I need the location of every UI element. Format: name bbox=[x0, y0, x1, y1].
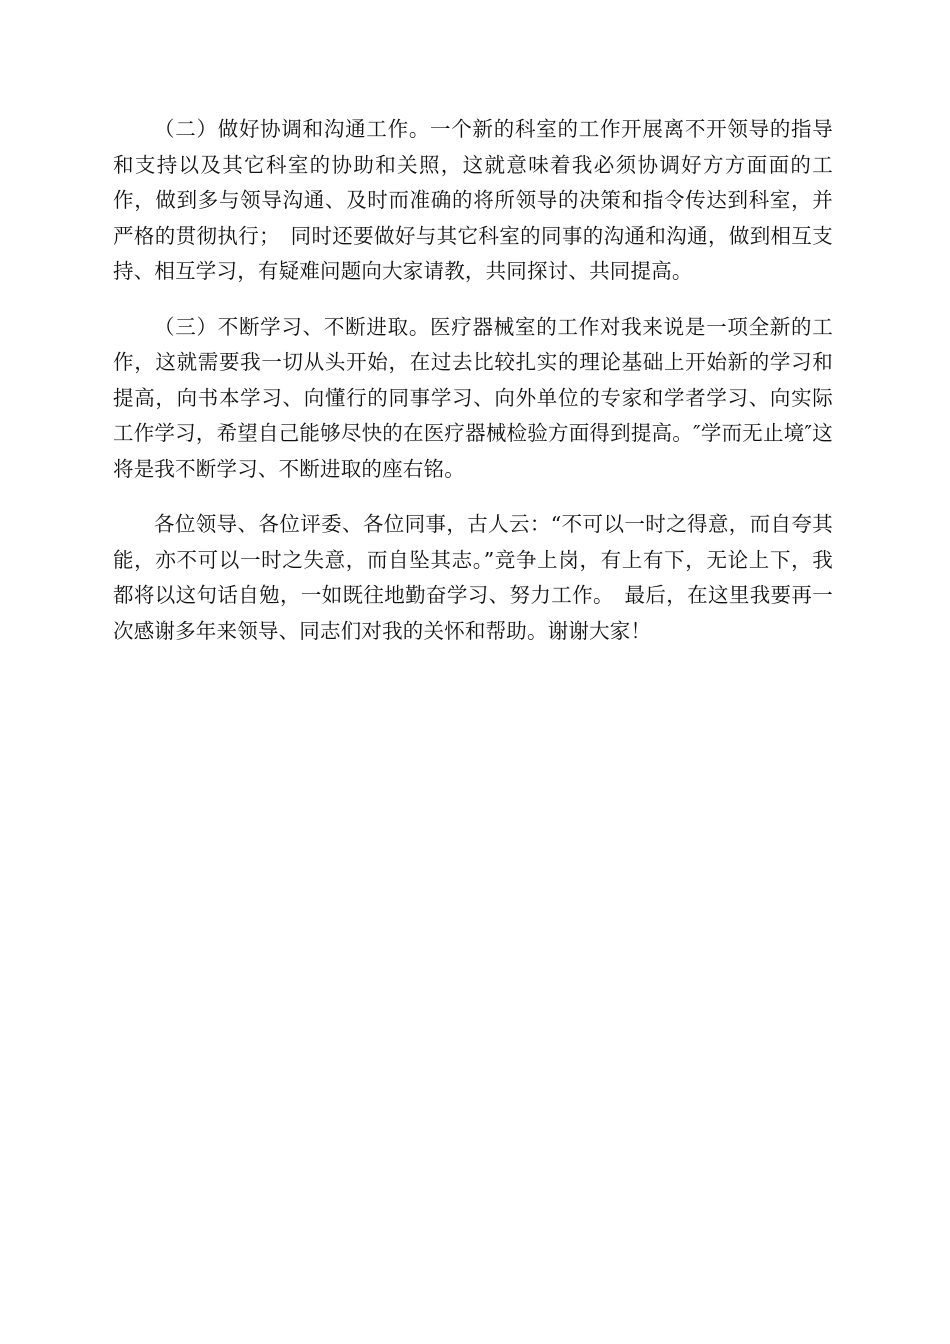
paragraph-learning: （三）不断学习、不断进取。医疗器械室的工作对我来说是一项全新的工作，这就需要我一切从头开始，在过去比较扎实的理论基础上开始新的学习和提高，向书本学习、向懂行的同事学习、向外单位的专家和学者学习、向实际工作学习，希望自己能够尽快的在医疗器械检验方面得到提高。″学而无止境″这将是我不断学习、不断进取的座右铭。 bbox=[113, 314, 833, 481]
paragraph-coordination: （二）做好协调和沟通工作。一个新的科室的工作开展离不开领导的指导和支持以及其它科室的协助和关照，这就意味着我必须协调好方方面面的工作，做到多与领导沟通、及时而准确的将所领导的决策和指令传达到科室，并严格的贯彻执行； 同时还要做好与其它科室的同事的沟通和沟通，做到相互支持、相互学习，有疑难问题向大家请教，共同探讨、共同提高。 bbox=[113, 117, 833, 283]
paragraph-closing: 各位领导、各位评委、各位同事，古人云：“不可以一时之得意，而自夸其能，亦不可以一时之失意，而自坠其志。”竞争上岗，有上有下，无论上下，我都将以这句话自勉，一如既往地勤奋学习、努力工作。 最后，在这里我要再一次感谢多年来领导、同志们对我的关怀和帮助。谢谢大家！ bbox=[113, 512, 833, 643]
document-body bbox=[113, 112, 833, 649]
